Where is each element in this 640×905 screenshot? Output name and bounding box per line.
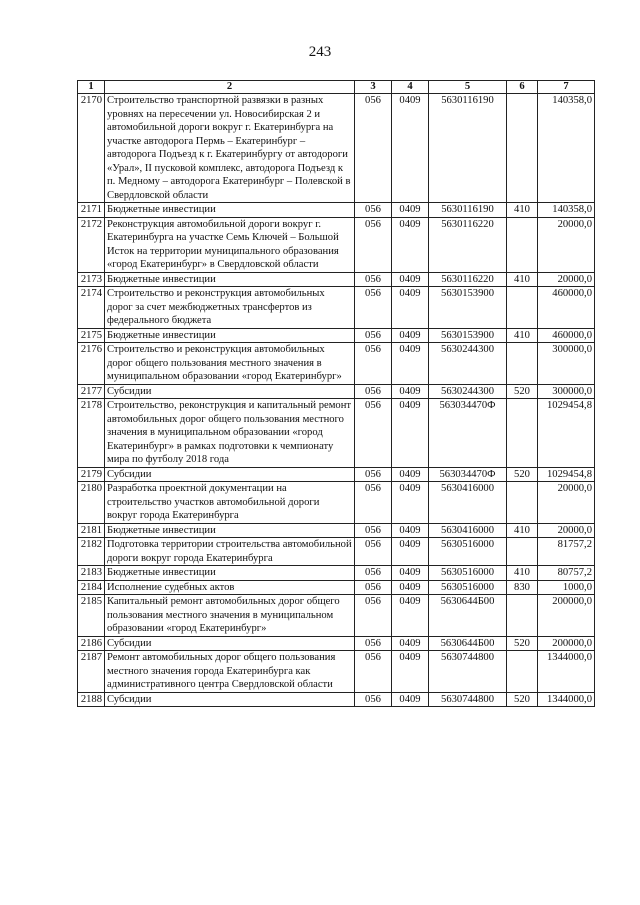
row-admin-code: 056 (355, 272, 392, 287)
row-name: Субсидии (105, 636, 355, 651)
table-row (78, 538, 595, 566)
row-name: Ремонт автомобильных дорог общего пользования местного значения города Екатеринбурга как административного центра Свердловской области (105, 651, 355, 693)
table-row (78, 287, 595, 329)
row-name: Реконструкция автомобильной дороги вокруг г. Екатеринбурга на участке Семь Ключей – Большой Исток на территории муниципального образования «город Екатеринбург» в Свердловской области (105, 217, 355, 272)
row-section-code: 0409 (392, 580, 429, 595)
row-section-code: 0409 (392, 636, 429, 651)
row-expense-type (507, 94, 538, 203)
row-target-code: 5630116220 (429, 272, 507, 287)
row-admin-code: 056 (355, 287, 392, 329)
table-row (78, 94, 595, 203)
row-number: 2186 (78, 636, 105, 651)
row-target-code: 563034470Ф (429, 467, 507, 482)
row-admin-code: 056 (355, 467, 392, 482)
row-amount: 20000,0 (538, 523, 595, 538)
row-admin-code: 056 (355, 203, 392, 218)
row-number: 2179 (78, 467, 105, 482)
row-target-code: 5630644Б00 (429, 636, 507, 651)
row-target-code: 5630153900 (429, 328, 507, 343)
row-expense-type: 410 (507, 203, 538, 218)
row-section-code: 0409 (392, 217, 429, 272)
row-section-code: 0409 (392, 538, 429, 566)
row-amount: 80757,2 (538, 566, 595, 581)
row-target-code: 5630416000 (429, 482, 507, 524)
row-name: Строительство, реконструкция и капитальный ремонт автомобильных дорог общего пользования местного значения в муниципальном образовании «город Екатеринбург» в рамках подготовки к чемпионату мира по футболу 2018 года (105, 399, 355, 468)
row-amount: 1344000,0 (538, 651, 595, 693)
row-section-code: 0409 (392, 467, 429, 482)
row-number: 2172 (78, 217, 105, 272)
row-admin-code: 056 (355, 217, 392, 272)
row-amount: 1344000,0 (538, 692, 595, 707)
row-expense-type: 410 (507, 272, 538, 287)
row-target-code: 5630416000 (429, 523, 507, 538)
row-target-code: 5630116190 (429, 203, 507, 218)
table-row (78, 272, 595, 287)
row-target-code: 5630116220 (429, 217, 507, 272)
row-expense-type (507, 538, 538, 566)
row-number: 2182 (78, 538, 105, 566)
row-amount: 20000,0 (538, 482, 595, 524)
row-section-code: 0409 (392, 482, 429, 524)
row-admin-code: 056 (355, 482, 392, 524)
row-target-code: 5630244300 (429, 343, 507, 385)
row-section-code: 0409 (392, 692, 429, 707)
row-expense-type (507, 287, 538, 329)
row-expense-type (507, 651, 538, 693)
table-row (78, 566, 595, 581)
row-admin-code: 056 (355, 595, 392, 637)
row-number: 2176 (78, 343, 105, 385)
row-section-code: 0409 (392, 384, 429, 399)
row-expense-type: 410 (507, 328, 538, 343)
row-target-code: 5630153900 (429, 287, 507, 329)
row-amount: 300000,0 (538, 343, 595, 385)
table-row (78, 482, 595, 524)
row-target-code: 5630516000 (429, 580, 507, 595)
row-target-code: 5630744800 (429, 692, 507, 707)
table-row (78, 467, 595, 482)
row-target-code: 5630516000 (429, 566, 507, 581)
row-amount: 460000,0 (538, 287, 595, 329)
row-number: 2180 (78, 482, 105, 524)
row-number: 2185 (78, 595, 105, 637)
row-amount: 140358,0 (538, 203, 595, 218)
row-amount: 300000,0 (538, 384, 595, 399)
row-admin-code: 056 (355, 566, 392, 581)
row-admin-code: 056 (355, 692, 392, 707)
row-admin-code: 056 (355, 384, 392, 399)
row-amount: 20000,0 (538, 217, 595, 272)
row-admin-code: 056 (355, 651, 392, 693)
row-number: 2175 (78, 328, 105, 343)
row-expense-type (507, 217, 538, 272)
row-admin-code: 056 (355, 523, 392, 538)
row-number: 2171 (78, 203, 105, 218)
budget-table (77, 80, 595, 707)
row-number: 2178 (78, 399, 105, 468)
row-name: Исполнение судебных актов (105, 580, 355, 595)
table-row (78, 343, 595, 385)
column-header-7: 7 (538, 81, 595, 94)
row-admin-code: 056 (355, 580, 392, 595)
row-admin-code: 056 (355, 636, 392, 651)
row-admin-code: 056 (355, 343, 392, 385)
row-number: 2188 (78, 692, 105, 707)
table-row (78, 217, 595, 272)
row-name: Подготовка территории строительства автомобильной дороги вокруг города Екатеринбурга (105, 538, 355, 566)
row-amount: 1029454,8 (538, 399, 595, 468)
table-row (78, 203, 595, 218)
row-number: 2184 (78, 580, 105, 595)
row-amount: 81757,2 (538, 538, 595, 566)
table-row (78, 523, 595, 538)
row-expense-type (507, 482, 538, 524)
table-body (78, 94, 595, 707)
row-target-code: 5630516000 (429, 538, 507, 566)
row-amount: 460000,0 (538, 328, 595, 343)
row-expense-type: 520 (507, 384, 538, 399)
row-section-code: 0409 (392, 328, 429, 343)
row-target-code: 5630116190 (429, 94, 507, 203)
row-number: 2187 (78, 651, 105, 693)
column-header-3: 3 (355, 81, 392, 94)
row-admin-code: 056 (355, 538, 392, 566)
row-target-code: 5630744800 (429, 651, 507, 693)
row-section-code: 0409 (392, 287, 429, 329)
row-number: 2170 (78, 94, 105, 203)
row-name: Бюджетные инвестиции (105, 203, 355, 218)
row-name: Разработка проектной документации на строительство участков автомобильной дороги вокруг города Екатеринбурга (105, 482, 355, 524)
column-header-1: 1 (78, 81, 105, 94)
table-row (78, 636, 595, 651)
row-name: Субсидии (105, 692, 355, 707)
row-name: Строительство и реконструкция автомобильных дорог за счет межбюджетных трансфертов из федерального бюджета (105, 287, 355, 329)
row-number: 2177 (78, 384, 105, 399)
table-row (78, 384, 595, 399)
row-section-code: 0409 (392, 94, 429, 203)
row-expense-type (507, 399, 538, 468)
row-section-code: 0409 (392, 566, 429, 581)
row-expense-type: 410 (507, 523, 538, 538)
row-expense-type (507, 595, 538, 637)
row-expense-type: 520 (507, 467, 538, 482)
row-name: Строительство и реконструкция автомобильных дорог общего пользования местного значения в муниципальном образовании «город Екатеринбург» (105, 343, 355, 385)
row-expense-type: 410 (507, 566, 538, 581)
column-header-4: 4 (392, 81, 429, 94)
table-row (78, 595, 595, 637)
column-header-6: 6 (507, 81, 538, 94)
row-target-code: 5630244300 (429, 384, 507, 399)
row-amount: 140358,0 (538, 94, 595, 203)
row-section-code: 0409 (392, 523, 429, 538)
row-admin-code: 056 (355, 94, 392, 203)
column-header-2: 2 (105, 81, 355, 94)
row-number: 2173 (78, 272, 105, 287)
row-number: 2181 (78, 523, 105, 538)
row-admin-code: 056 (355, 328, 392, 343)
row-section-code: 0409 (392, 595, 429, 637)
table-row (78, 692, 595, 707)
page-number: 243 (308, 44, 332, 60)
row-name: Бюджетные инвестиции (105, 328, 355, 343)
row-number: 2174 (78, 287, 105, 329)
row-name: Бюджетные инвестиции (105, 566, 355, 581)
row-expense-type: 830 (507, 580, 538, 595)
row-section-code: 0409 (392, 651, 429, 693)
table-header-row (78, 81, 595, 94)
row-section-code: 0409 (392, 203, 429, 218)
row-amount: 1000,0 (538, 580, 595, 595)
row-amount: 20000,0 (538, 272, 595, 287)
column-header-5: 5 (429, 81, 507, 94)
row-expense-type: 520 (507, 636, 538, 651)
table-row (78, 328, 595, 343)
row-amount: 1029454,8 (538, 467, 595, 482)
table-row (78, 651, 595, 693)
row-admin-code: 056 (355, 399, 392, 468)
row-target-code: 5630644Б00 (429, 595, 507, 637)
row-section-code: 0409 (392, 272, 429, 287)
row-target-code: 563034470Ф (429, 399, 507, 468)
table-row (78, 399, 595, 468)
row-amount: 200000,0 (538, 595, 595, 637)
row-name: Субсидии (105, 384, 355, 399)
row-name: Субсидии (105, 467, 355, 482)
row-name: Бюджетные инвестиции (105, 272, 355, 287)
row-expense-type (507, 343, 538, 385)
row-name: Капитальный ремонт автомобильных дорог общего пользования местного значения в муниципальном образовании «город Екатеринбург» (105, 595, 355, 637)
row-expense-type: 520 (507, 692, 538, 707)
table-row (78, 580, 595, 595)
row-section-code: 0409 (392, 399, 429, 468)
row-section-code: 0409 (392, 343, 429, 385)
row-amount: 200000,0 (538, 636, 595, 651)
row-name: Бюджетные инвестиции (105, 523, 355, 538)
row-number: 2183 (78, 566, 105, 581)
row-name: Строительство транспортной развязки в разных уровнях на пересечении ул. Новосибирская 2 и автомобильной дороги вокруг г. Екатеринбурга на участке автодорога Пермь – Екатеринбург – автодорога Подъезд к г. Екатеринбургу от автодороги «Урал», II пусковой комплекс, автодорога Подъезд к п. Медному – автодорога Екатеринбург – Полевской в Свердловской области (105, 94, 355, 203)
